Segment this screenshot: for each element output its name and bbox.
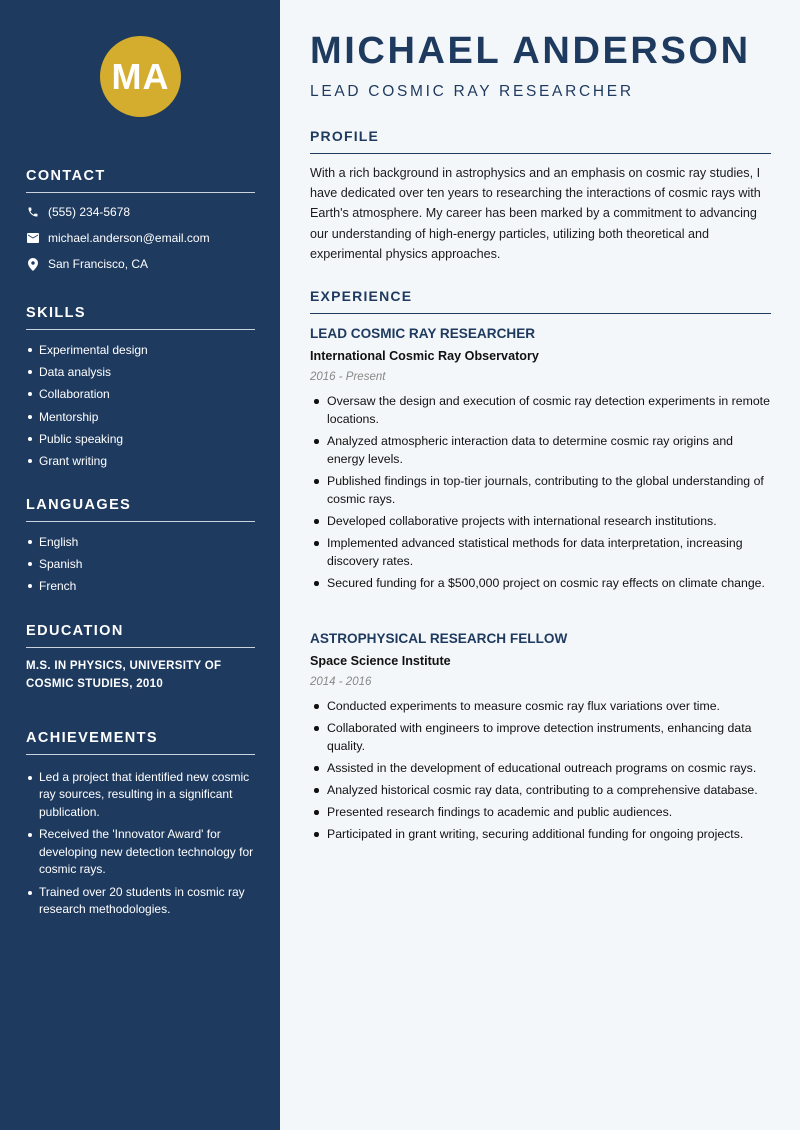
page-title: MICHAEL ANDERSON [310,30,751,72]
list-item: Assisted in the development of educational outreach programs on cosmic rays. [310,759,772,777]
location-pin-icon [26,257,40,271]
job-title: ASTROPHYSICAL RESEARCH FELLOW [310,631,568,646]
list-item: English [26,531,255,553]
list-item: Collaboration [26,383,255,405]
list-item: Public speaking [26,428,255,450]
list-item: French [26,575,255,597]
languages-list [26,531,255,598]
sidebar [0,0,280,1130]
list-item: Data analysis [26,361,255,383]
list-item: Grant writing [26,450,255,472]
achievements-list [26,769,255,918]
experience-entry [310,630,772,847]
list-item: Conducted experiments to measure cosmic ray flux variations over time. [310,697,772,715]
contact-email-row [26,225,255,251]
languages-section [26,497,255,598]
list-item: Experimental design [26,339,255,361]
experience-entry [310,325,772,596]
list-item: Secured funding for a $500,000 project on cosmic ray effects on climate change. [310,574,772,592]
list-item: Oversaw the design and execution of cosmic ray detection experiments in remote locations. [310,392,772,428]
company-name: Space Science Institute [310,654,451,668]
list-item: Mentorship [26,406,255,428]
skills-list [26,339,255,472]
profile-text: With a rich background in astrophysics and an emphasis on cosmic ray studies, I have dedicated over ten years to researching the interactions of cosmic rays with Earth's atmosphere. My career has been marked by a commitment to advancing our understanding of high-energy particles, utilizing both theoretical and experimental physics approaches. [310,166,761,261]
list-item: Analyzed historical cosmic ray data, contributing to a comprehensive database. [310,781,772,799]
job-title: LEAD COSMIC RAY RESEARCHER [310,326,536,341]
job-bullets [310,697,772,843]
job-dates: 2016 - Present [310,371,386,383]
job-dates: 2014 - 2016 [310,676,372,688]
contact-location: San Francisco, CA [48,257,149,271]
list-item: Collaborated with engineers to improve detection instruments, enhancing data quality. [310,719,772,755]
list-item: Trained over 20 students in cosmic ray research methodologies. [26,884,255,919]
list-item: Received the 'Innovator Award' for developing new detection technology for cosmic rays. [26,826,255,878]
achievements-heading: ACHIEVEMENTS [26,730,255,755]
education-section [26,623,255,693]
contact-email[interactable]: michael.anderson@email.com [48,231,210,245]
contact-phone: (555) 234-5678 [48,205,131,219]
contact-section [26,168,255,277]
education-heading: EDUCATION [26,623,255,648]
job-bullets [310,392,772,592]
education-degree: M.S. IN PHYSICS, UNIVERSITY OF COSMIC STUDIES, 2010 [26,660,222,690]
avatar: MA [100,36,181,117]
list-item: Participated in grant writing, securing additional funding for ongoing projects. [310,825,772,843]
phone-icon [26,205,40,219]
profile-heading: PROFILE [310,128,771,154]
achievements-section [26,730,255,924]
skills-section [26,305,255,472]
contact-phone-row [26,199,255,225]
list-item: Developed collaborative projects with international research institutions. [310,512,772,530]
list-item: Implemented advanced statistical methods for data interpretation, increasing discovery rates. [310,534,772,570]
list-item: Led a project that identified new cosmic ray sources, resulting in a significant publication. [26,769,255,821]
contact-heading: CONTACT [26,168,255,193]
job-role: LEAD COSMIC RAY RESEARCHER [310,83,634,100]
list-item: Published findings in top-tier journals, contributing to the global understanding of cosmic rays. [310,472,772,508]
company-name: International Cosmic Ray Observatory [310,349,539,363]
contact-location-row [26,251,255,277]
languages-heading: LANGUAGES [26,497,255,522]
mail-icon [26,231,40,245]
list-item: Analyzed atmospheric interaction data to determine cosmic ray origins and energy levels. [310,432,772,468]
list-item: Presented research findings to academic and public audiences. [310,803,772,821]
skills-heading: SKILLS [26,305,255,330]
list-item: Spanish [26,553,255,575]
experience-heading: EXPERIENCE [310,288,771,314]
